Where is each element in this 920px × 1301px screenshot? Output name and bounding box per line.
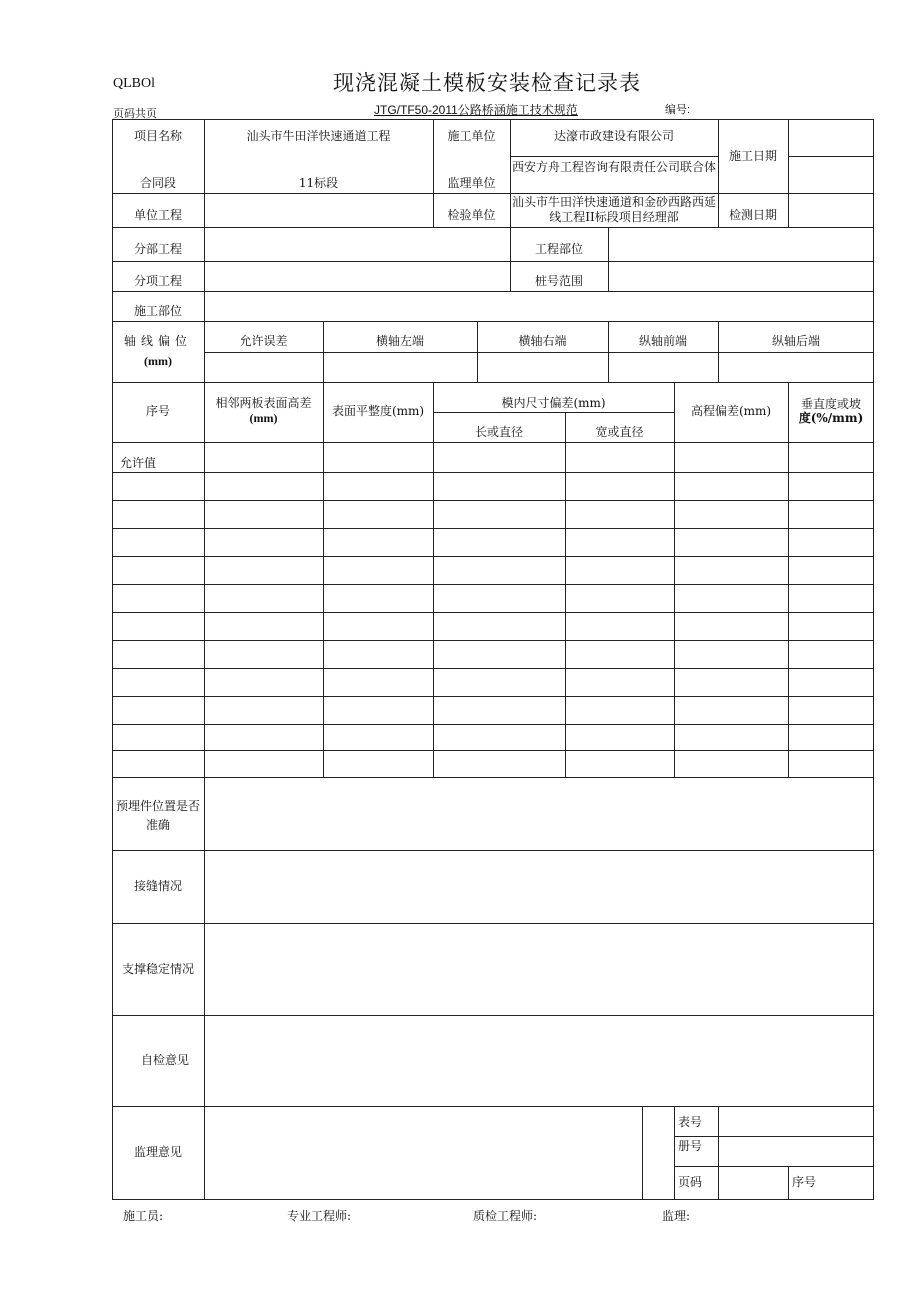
longitudinal-axis-rear-label: 纵轴后端 [771, 334, 820, 348]
verticality-unit: 度(%/mm) [798, 411, 864, 425]
adjacent-height-diff-unit: (mm) [249, 411, 278, 425]
signature-qc-engineer: 质检工程师: [473, 1209, 538, 1223]
serial-number-label: 编号: [665, 104, 691, 116]
page-title: 现浇混凝土模板安装检查记录表 [333, 71, 641, 95]
seq-column-header: 序号 [145, 404, 170, 418]
page-info: 页码共页 [113, 107, 157, 120]
project-name-label: 项目名称 [133, 129, 182, 143]
division-label: 分部工程 [133, 242, 182, 256]
width-diameter-header: 宽或直径 [595, 425, 644, 439]
contract-section-value: 11标段 [298, 176, 339, 190]
self-check-opinion-label: 自检意见 [140, 1053, 189, 1067]
signature-worker: 施工员: [123, 1209, 164, 1223]
axis-deviation-unit: (mm) [144, 354, 172, 368]
signature-supervisor: 监理: [662, 1209, 691, 1223]
page-number-label: 页码 [678, 1175, 703, 1189]
axis-deviation-label: 轴线偏位 [123, 334, 192, 348]
construction-part-label: 施工部位 [133, 304, 182, 318]
longitudinal-axis-front-label: 纵轴前端 [638, 334, 687, 348]
standard-reference: JTG/TF50-2011公路桥涵施工技术规范 [374, 103, 578, 117]
inspection-date-label: 检测日期 [728, 208, 777, 222]
contractor-label: 施工单位 [447, 129, 496, 143]
sequence-number-label: 序号 [792, 1175, 817, 1189]
supervisor-label: 监理单位 [447, 176, 496, 190]
table-grid [112, 119, 874, 1200]
elevation-deviation-header: 高程偏差(mm) [690, 404, 772, 418]
verticality-header: 垂直度或坡 [800, 397, 861, 411]
construction-date-label: 施工日期 [728, 149, 777, 163]
contractor-value: 达濠市政建设有限公司 [553, 129, 674, 143]
supervision-opinion-label: 监理意见 [133, 1145, 182, 1159]
unit-project-label: 单位工程 [133, 208, 182, 222]
station-range-label: 桩号范围 [534, 274, 583, 288]
subdivision-label: 分项工程 [133, 274, 182, 288]
allowable-error-label: 允许误差 [239, 334, 288, 348]
contract-section-label: 合同段 [139, 176, 176, 190]
cross-axis-right-label: 横轴右端 [518, 334, 567, 348]
flatness-header: 表面平整度(mm) [331, 404, 425, 418]
project-name-value: 汕头市牛田洋快速通道工程 [246, 129, 391, 143]
length-diameter-header: 长或直径 [474, 425, 523, 439]
adjacent-height-diff-header: 相邻两板表面高差 [215, 396, 312, 410]
allowable-value-label: 允许值 [120, 456, 157, 470]
signature-engineer: 专业工程师: [287, 1209, 352, 1223]
cross-axis-left-label: 横轴左端 [375, 334, 424, 348]
project-part-label: 工程部位 [534, 242, 583, 256]
table-number-label: 表号 [678, 1115, 703, 1129]
supervisor-value: 西安方舟工程咨询有限责任公司联合体 [512, 160, 717, 174]
inspection-unit-value: 汕头市牛田洋快速通道和金砂西路西延线工程II标段项目经理部 [512, 195, 717, 224]
book-number-label: 册号 [678, 1139, 703, 1153]
inner-size-deviation-header: 模内尺寸偏差(mm) [501, 396, 606, 410]
embedded-parts-label: 预埋件位置是否准确 [115, 799, 200, 832]
form-code: QLBOl [113, 76, 155, 91]
record-form-table [112, 119, 874, 1200]
joints-label: 接缝情况 [133, 879, 182, 893]
support-stability-label: 支撑稳定情况 [121, 962, 194, 976]
inspection-unit-label: 检验单位 [447, 208, 496, 222]
